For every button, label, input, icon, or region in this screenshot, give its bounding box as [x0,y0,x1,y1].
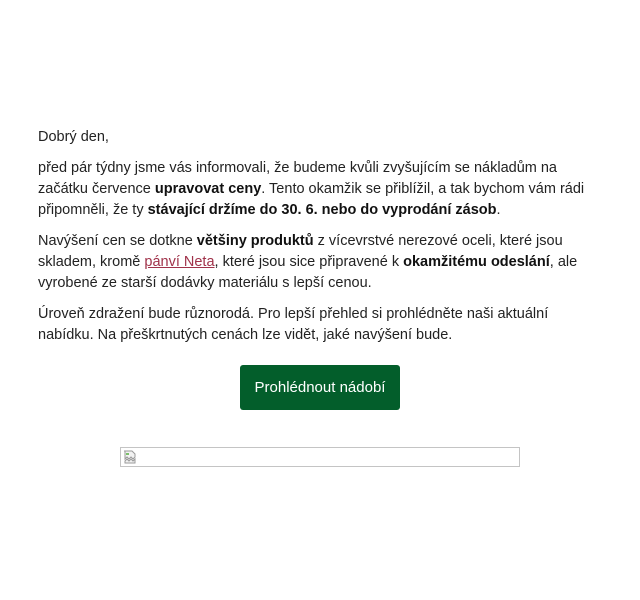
bold-immediate-shipping: okamžitému odeslání [403,254,550,270]
text-segment: . Tento okamžik se přiblížil, a tak bychom vám rádi připomněli, že ty [38,181,585,218]
paragraph-price-change [38,158,604,221]
text-segment: z vícevrstvé nerezové oceli, které jsou skladem, kromě [38,233,563,270]
paragraph-price-level: Úroveň zdražení bude různorodá. Pro lepší přehled si prohlédněte naši aktuální nabídku. Na přeškrtnutých cenách lze vidět, jaké navýšení bude. [38,306,549,343]
cta-container [0,365,640,410]
bold-most-products: většiny produktů [196,233,314,249]
text-segment: , ale vyrobené ze starší dodávky materiálu s lepší cenou. [38,254,578,291]
paragraph-affected-products [38,231,604,294]
bold-price-change: upravovat ceny [154,181,262,197]
text-segment: Navýšení cen se dotkne [38,233,197,249]
image-placeholder [120,447,520,467]
neta-pans-link[interactable]: pánví Neta [144,254,215,270]
text-segment: . [496,202,501,218]
bold-current-prices-deadline: stávající držíme do 30. 6. nebo do vyprodání zásob [147,202,497,218]
email-body [38,127,604,356]
broken-image-icon [122,449,138,465]
browse-cookware-button[interactable]: Prohlédnout nádobí [240,365,400,410]
greeting: Dobrý den, [38,129,109,145]
text-segment: před pár týdny jsme vás informovali, že budeme kvůli zvyšujícím se nákladům na začátku července [38,160,557,197]
text-segment: , které jsou sice připravené k [214,254,404,270]
